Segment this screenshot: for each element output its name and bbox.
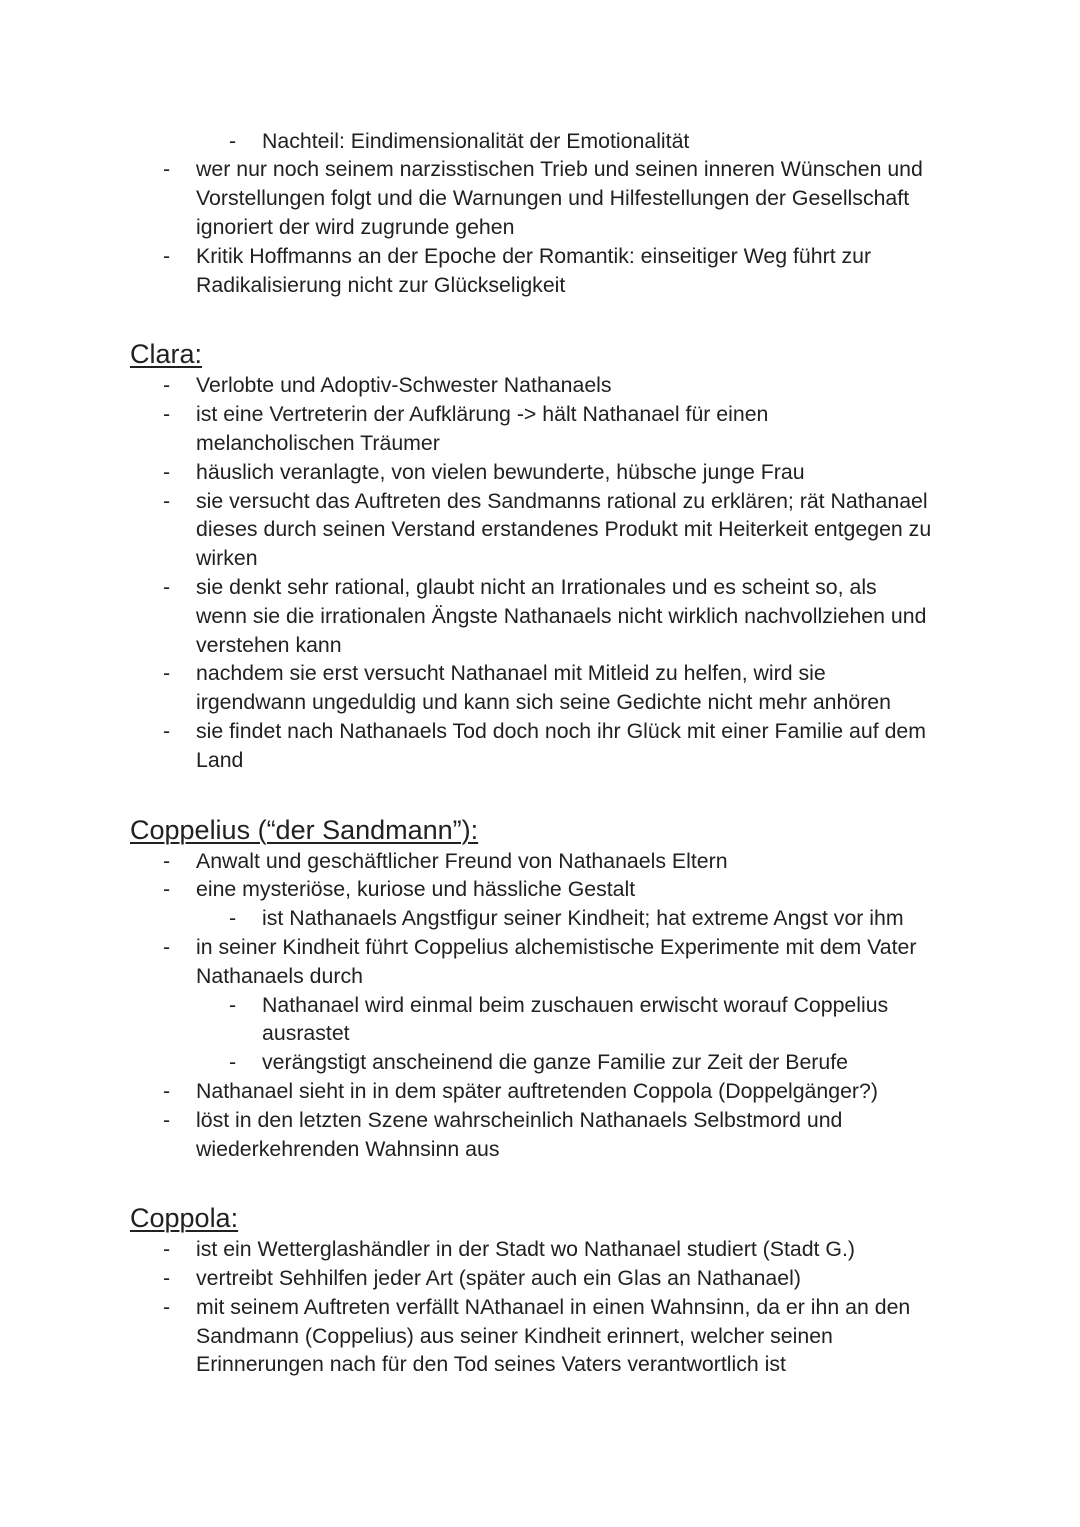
bullet-dash: - [163,1294,171,1319]
list-item-line: Anwalt und geschäftlicher Freund von Nathanaels Eltern [196,848,728,873]
list-item-line: wiederkehrenden Wahnsinn aus [196,1136,500,1161]
list-item-line: sie denkt sehr rational, glaubt nicht an Irrationales und es scheint so, als [196,574,877,599]
bullet-dash: - [163,157,171,182]
list-item [0,717,1080,775]
list-item-line: sie versucht das Auftreten des Sandmanns rational zu erklären; rät Nathanael [196,488,928,513]
list-item-line: melancholischen Träumer [196,430,440,455]
bullet-dash: - [163,373,171,398]
list-item-line: Land [196,747,244,772]
list-item-line: vertreibt Sehhilfen jeder Art (später auch ein Glas an Nathanael) [196,1266,801,1291]
list-item [0,933,1080,991]
section-coppelius [0,813,1080,1164]
list-item [0,155,1080,241]
list-item [0,1264,1080,1293]
bullet-dash: - [163,718,171,743]
bullet-dash: - [163,1266,171,1291]
list-item-line: ist eine Vertreterin der Aufklärung -> hält Nathanael für einen [196,402,769,427]
intro-list [0,127,1080,300]
list-item-line: dieses durch seinen Verstand erstandenes Produkt mit Heiterkeit entgegen zu [196,517,932,542]
list-item-line: Vorstellungen folgt und die Warnungen und Hilfestellungen der Gesellschaft [196,186,910,211]
bullet-dash: - [229,906,237,931]
list-item-line: mit seinem Auftreten verfällt NAthanael in einen Wahnsinn, da er ihn an den [196,1294,911,1319]
list-item [0,991,1080,1049]
section-clara [0,337,1080,774]
list-item [0,1235,1080,1264]
list-item [0,458,1080,487]
list-item-line: irgendwann ungeduldig und kann sich seine Gedichte nicht mehr anhören [196,690,891,715]
list-item-line: Verlobte und Adoptiv-Schwester Nathanaels [196,373,612,398]
list-item-line: ist ein Wetterglashändler in der Stadt wo Nathanael studiert (Stadt G.) [196,1237,855,1262]
list-item [0,1077,1080,1106]
list-item-line: wer nur noch seinem narzisstischen Trieb und seinen inneren Wünschen und [196,157,923,182]
list-item-line: löst in den letzten Szene wahrscheinlich Nathanaels Selbstmord und [196,1107,843,1132]
list-item-line: sie findet nach Nathanaels Tod doch noch ihr Glück mit einer Familie auf dem [196,718,927,743]
list-item [0,659,1080,717]
bullet-dash: - [163,1237,171,1262]
list-item-line: verstehen kann [196,632,342,657]
list-item-line: Nathanael wird einmal beim zuschauen erwischt worauf Coppelius [262,992,889,1017]
list-item [0,1293,1080,1379]
list-item [0,573,1080,659]
list-item-line: Nathanaels durch [196,963,363,988]
bullet-dash: - [163,1107,171,1132]
list-item-line: eine mysteriöse, kuriose und hässliche Gestalt [196,877,636,902]
list-item [0,847,1080,876]
list-item-line: verängstigt anscheinend die ganze Familie zur Zeit der Berufe [262,1050,848,1075]
list-item [0,904,1080,933]
list-item-line: Sandmann (Coppelius) aus seiner Kindheit erinnert, welcher seinen [196,1323,833,1348]
list-item-line: ist Nathanaels Angstfigur seiner Kindheit; hat extreme Angst vor ihm [262,906,904,931]
section-heading-text: Clara: [130,339,203,370]
list-item [0,487,1080,573]
list-item [0,242,1080,300]
bullet-dash: - [163,1078,171,1103]
section-heading [0,337,1080,371]
bullet-dash: - [163,877,171,902]
bullet-dash: - [163,488,171,513]
list-item-line: wirken [196,546,258,571]
bullet-dash: - [229,992,237,1017]
list-item-line: Nathanael sieht in in dem später auftretenden Coppola (Doppelgänger?) [196,1078,878,1103]
bullet-dash: - [229,1050,237,1075]
list-item-line: nachdem sie erst versucht Nathanael mit Mitleid zu helfen, wird sie [196,661,826,686]
list-item-line: in seiner Kindheit führt Coppelius alchemistische Experimente mit dem Vater [196,934,917,959]
bullet-dash: - [163,934,171,959]
section-coppola [0,1201,1080,1379]
list-item [0,127,1080,156]
list-item [0,1048,1080,1077]
section-heading-text: Coppola: [130,1203,239,1234]
bullet-dash: - [229,128,237,153]
bullet-dash: - [163,459,171,484]
list-item-line: ignoriert der wird zugrunde gehen [196,214,515,239]
list-item-line: ausrastet [262,1021,350,1046]
bullet-dash: - [163,243,171,268]
list-item [0,1106,1080,1164]
list-item-line: häuslich veranlagte, von vielen bewunderte, hübsche junge Frau [196,459,805,484]
list-item-line: Nachteil: Eindimensionalität der Emotionalität [262,128,690,153]
bullet-dash: - [163,574,171,599]
list-item [0,400,1080,458]
section-heading [0,1201,1080,1235]
bullet-dash: - [163,848,171,873]
list-item [0,371,1080,400]
section-heading-text: Coppelius (“der Sandmann”): [130,814,479,845]
list-item-line: Erinnerungen nach für den Tod seines Vaters verantwortlich ist [196,1352,786,1377]
list-item [0,875,1080,904]
list-item-line: Radikalisierung nicht zur Glückseligkeit [196,272,566,297]
bullet-dash: - [163,661,171,686]
list-item-line: Kritik Hoffmanns an der Epoche der Romantik: einseitiger Weg führt zur [196,243,872,268]
bullet-dash: - [163,402,171,427]
section-heading [0,813,1080,847]
list-item-line: wenn sie die irrationalen Ängste Nathanaels nicht wirklich nachvollziehen und [196,603,927,628]
